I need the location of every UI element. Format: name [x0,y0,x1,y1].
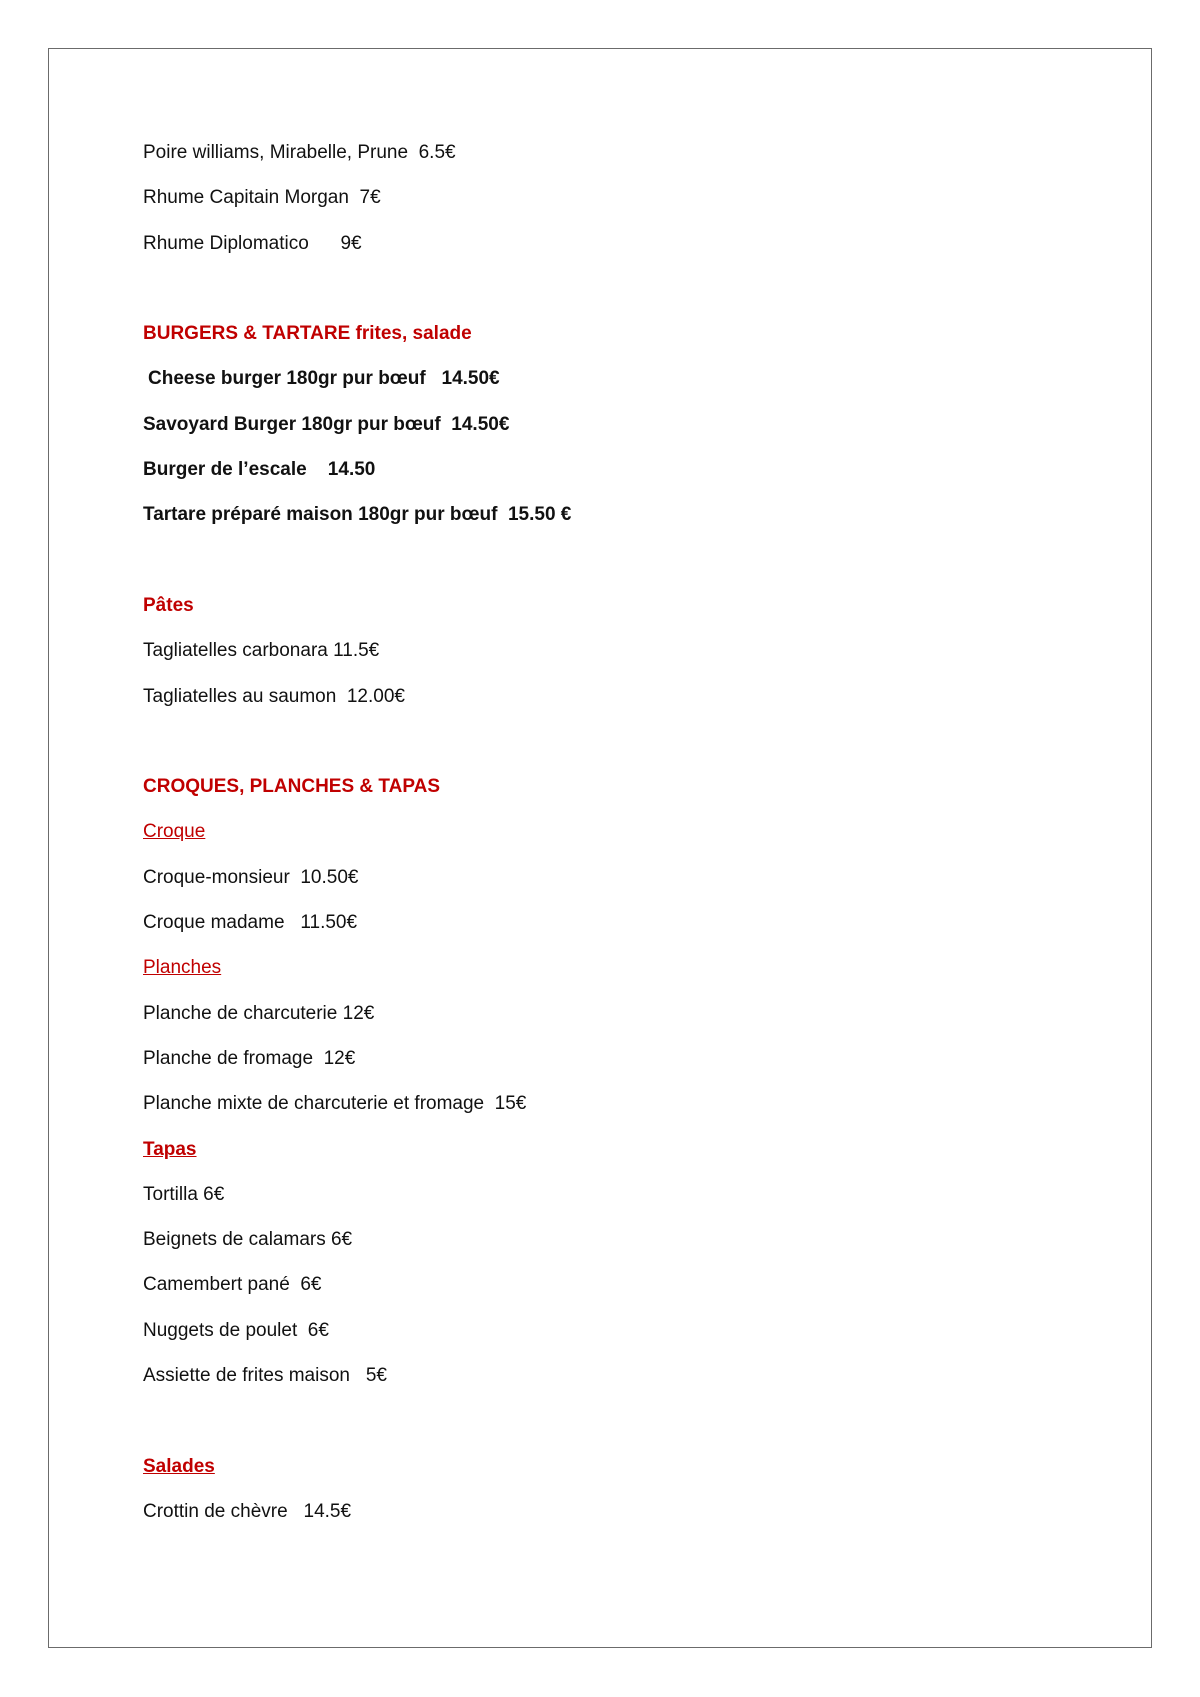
section-heading-croques: CROQUES, PLANCHES & TAPAS [143,776,440,798]
section-heading-pates: Pâtes [143,594,194,616]
sub-heading-tapas: Tapas [143,1138,197,1160]
sub-heading-planches: Planches [143,957,222,979]
section-heading-burgers: BURGERS & TARTARE frites, salade [143,323,472,345]
menu-item: Cheese burger 180gr pur bœuf 14.50€ [148,368,500,390]
menu-item: Planche de charcuterie 12€ [143,1002,375,1024]
menu-item: Assiette de frites maison 5€ [143,1365,387,1387]
menu-item: Crottin de chèvre 14.5€ [143,1500,352,1522]
menu-item: Rhume Diplomatico 9€ [143,232,362,254]
menu-content [143,138,1103,1542]
menu-item: Rhume Capitain Morgan 7€ [143,187,381,209]
menu-item: Planche de fromage 12€ [143,1047,356,1069]
menu-item: Burger de l’escale 14.50 [143,459,376,481]
section-spacer [143,727,1103,772]
menu-item: Planche mixte de charcuterie et fromage 15€ [143,1093,527,1115]
section-spacer [143,274,1103,319]
menu-item: Nuggets de poulet 6€ [143,1319,329,1341]
menu-item: Tartare préparé maison 180gr pur bœuf 15.50 € [143,504,572,526]
menu-item: Camembert pané 6€ [143,1274,322,1296]
menu-item: Tortilla 6€ [143,1183,225,1205]
section-spacer [143,546,1103,591]
sub-heading-croque: Croque [143,821,206,843]
menu-item: Tagliatelles au saumon 12.00€ [143,685,405,707]
menu-item: Poire williams, Mirabelle, Prune 6.5€ [143,142,456,163]
menu-item: Croque-monsieur 10.50€ [143,866,359,888]
section-spacer [143,1406,1103,1451]
menu-item: Croque madame 11.50€ [143,912,358,934]
section-heading-salades: Salades [143,1455,215,1477]
menu-item: Savoyard Burger 180gr pur bœuf 14.50€ [143,413,510,435]
menu-item: Tagliatelles carbonara 11.5€ [143,640,380,662]
menu-item: Beignets de calamars 6€ [143,1229,353,1251]
